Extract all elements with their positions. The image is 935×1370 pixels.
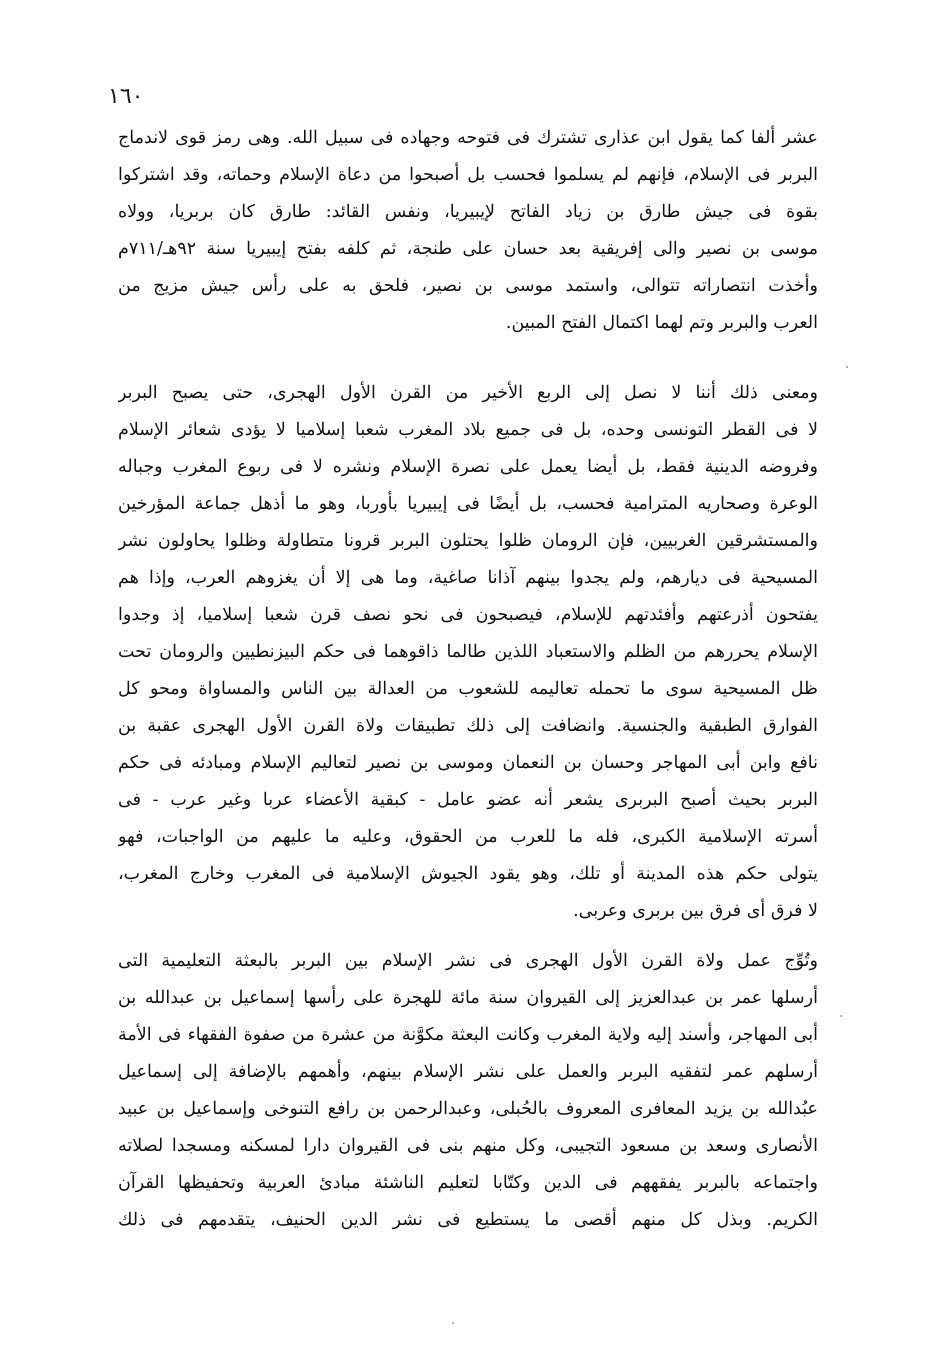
text-line: المسيحية فى ديارهم، ولم يجدوا بينهم آذانا صاغية، وما هى إلا أن يغزوهم العرب، وإذا هم [118, 568, 818, 588]
text-line: لا فرق أى فرق بين بربرى وعربى. [573, 901, 818, 921]
text-line: أسرته الإسلامية الكبرى، فله ما للعرب من الحقوق، وعليه ما عليهم من الواجبات، فهو [118, 827, 818, 847]
scan-speck [846, 366, 848, 368]
text-line: والمستشرقين الغربيين، فإن الرومان ظلوا يحتلون البربر قرونا متطاولة وظلوا يحاولون نشر [118, 531, 818, 551]
page-number: ١٦٠ [108, 84, 144, 109]
text-line: لا فى القطر التونسى وحده، بل فى جميع بلاد المغرب شعبا إسلاميا لا يؤدى شعائر الإسلام [118, 420, 818, 440]
text-line: أبى المهاجر، وأسند إليه ولاية المغرب وكانت البعثة مكوَّنة من عشرة من صفوة الفقهاء فى الأمة [118, 1025, 818, 1045]
text-line: وأخذت انتصاراته تتوالى، واستمد موسى بن نصير، فلحق به على رأس جيش مزيج من [118, 276, 818, 296]
paragraph-2 [118, 375, 818, 930]
text-line: عشر ألفا كما يقول ابن عذارى تشترك فى فتوحه وجهاده فى سبيل الله. وهى رمز قوى لاندماج [118, 128, 818, 148]
text-line: وتُوِّج عمل ولاة القرن الأول الهجرى فى نشر الإسلام بين البربر بالبعثة التعليمية التى [118, 951, 818, 971]
text-line: ومعنى ذلك أننا لا نصل إلى الربع الأخير من القرن الأول الهجرى، حتى يصبح البربر [118, 383, 818, 403]
text-line: بقوة فى جيش طارق بن زياد الفاتح لإيبيريا، ونفس القائد: طارق كان بربريا، وولاه [118, 202, 818, 222]
text-line: عبُدالله بن يزيد المعافرى المعروف بالحُبلى، وعبدالرحمن بن رافع التنوخى وإسماعيل بن عبيد [118, 1099, 818, 1119]
text-line: العرب والبربر وتم لهما اكتمال الفتح المبين. [505, 313, 818, 333]
scan-speck [840, 1015, 842, 1017]
text-line: الوعرة وصحاريه المترامية فحسب، بل أيضًا فى إيبيريا بأوربا، وهو ما أذهل جماعة المؤرخين [118, 494, 818, 514]
text-line: واجتماعه بالبربر يفقههم فى الدين وكتّابا لتعليم الناشئة مبادئ العربية وتحفيظها القرآن [118, 1173, 818, 1193]
text-line: الفوارق الطبقية والجنسية. وانضافت إلى ذلك تطبيقات ولاة القرن الأول الهجرى عقبة بن [118, 716, 818, 736]
text-line: ظل المسيحية سوى ما تحمله تعاليمه للشعوب من العدالة بين الناس والمساواة ومحو كل [118, 679, 818, 699]
text-line: الأنصارى وسعد بن مسعود التجيبى، وكل منهم بنى فى القيروان دارا لمسكنه ومسجدا لصلاته [118, 1136, 818, 1156]
text-line: نافع وابن أبى المهاجر وحسان بن النعمان وموسى بن نصير لتعاليم الإسلام ومبادئه فى حكم [118, 753, 818, 773]
scan-speck [452, 1322, 454, 1324]
text-line: وفروضه الدينية فقط، بل أيضا يعمل على نصرة الإسلام ونشره لا فى ربوع المغرب وجباله [118, 457, 818, 477]
paragraph-3 [118, 943, 818, 1239]
text-line: أرسلهم عمر لتفقيه البربر والعمل على نشر الإسلام بينهم، وأهمهم بالإضافة إلى إسماعيل [118, 1062, 818, 1082]
text-line: أرسلها عمر بن عبدالعزيز إلى القيروان سنة مائة للهجرة على رأسها إسماعيل بن عبدالله بن [118, 988, 818, 1008]
text-line: الإسلام يحررهم من الظلم والاستعباد اللذين طالما ذاقوهما فى حكم البيزنطيين والرومان تحت [118, 642, 818, 662]
text-line: البربر بحيث أصبح البربرى يشعر أنه عضو عامل - كبقية الأعضاء عربا وغير عرب - فى [118, 790, 818, 810]
text-line: موسى بن نصير والى إفريقية بعد حسان على طنجة، ثم كلفه بفتح إيبيريا سنة ٩٢هـ/٧١١م [118, 239, 818, 259]
text-line: البربر فى الإسلام، فإنهم لم يسلموا فحسب بل أصبحوا من دعاة الإسلام وحماته، وقد اشتركوا [118, 165, 818, 185]
text-line: يفتحون أذرعتهم وأفئدتهم للإسلام، فيصبحون فى نحو نصف قرن شعبا إسلاميا، إذ وجدوا [118, 605, 818, 625]
paragraph-1 [118, 120, 818, 342]
text-line: الكريم. وبذل كل منهم أقصى ما يستطيع فى نشر الدين الحنيف، يتقدمهم فى ذلك [118, 1210, 818, 1230]
text-line: يتولى حكم هذه المدينة أو تلك، وهو يقود الجيوش الإسلامية فى المغرب وخارج المغرب، [118, 864, 818, 884]
